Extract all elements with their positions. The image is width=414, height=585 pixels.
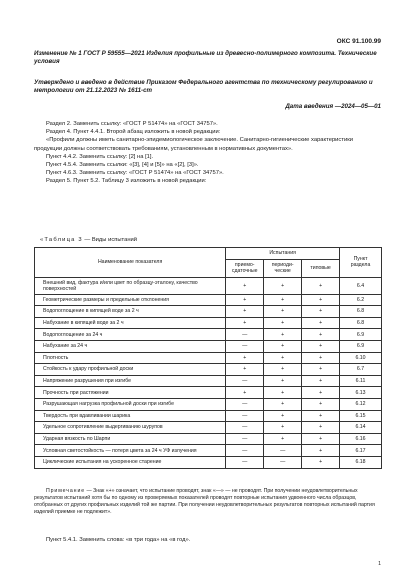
paragraph: Пункт 4.5.4. Заменить ссылки: «[3], [4] и [5]» на «[2], [3]». — [46, 162, 199, 169]
indicator-name: Условная светостойкость — потеря цвета за 24 ч УФ излучения — [35, 445, 226, 457]
clause-ref: 6.4 — [340, 277, 382, 294]
acceptance-mark: + — [226, 352, 264, 364]
note-label: Примечание — [46, 488, 86, 494]
acceptance-mark: — — [226, 445, 264, 457]
acceptance-mark: + — [226, 364, 264, 376]
periodic-mark: + — [264, 277, 302, 294]
indicator-name: Ударная вязкость по Шарпи — [35, 433, 226, 445]
clause-ref: 6.11 — [340, 375, 382, 387]
clause-ref: 6.13 — [340, 387, 382, 399]
indicator-name: Прочность при растяжении — [35, 387, 226, 399]
indicator-name: Набухание за 24 ч — [35, 340, 226, 352]
header-tests: Испытания — [226, 248, 340, 260]
periodic-mark: + — [264, 340, 302, 352]
clause-ref: 6.7 — [340, 364, 382, 376]
type-mark: + — [302, 375, 340, 387]
indicator-name: Стойкость к удару профильной доски — [35, 364, 226, 376]
type-mark: + — [302, 364, 340, 376]
document-title: Изменение № 1 ГОСТ Р 59555—2021 Изделия профильные из древесно-полимерного композита. Технические условия — [34, 50, 377, 66]
periodic-mark: — — [264, 456, 302, 468]
table-note — [34, 488, 382, 516]
clause-ref: 6.2 — [340, 294, 382, 306]
acceptance-mark: + — [226, 294, 264, 306]
indicator-name: Циклические испытания на ускоренное старение — [35, 456, 226, 468]
paragraph: Пункт 4.6.3. Заменить ссылку: «ГОСТ Р 51474» на «ГОСТ 34757». — [46, 170, 224, 177]
clause-ref: 6.14 — [340, 422, 382, 434]
acceptance-mark: + — [226, 277, 264, 294]
paragraph: Раздел 2. Заменить ссылку: «ГОСТ Р 51474» на «ГОСТ 34757». — [46, 121, 218, 127]
table-row — [35, 294, 382, 306]
table-row — [35, 456, 382, 468]
indicator-name: Геометрические размеры и предельные отклонения — [35, 294, 226, 306]
periodic-mark: + — [264, 433, 302, 445]
type-mark: + — [302, 306, 340, 318]
type-mark: + — [302, 398, 340, 410]
clause-ref: 6.9 — [340, 329, 382, 341]
table-row — [35, 445, 382, 457]
type-mark: + — [302, 422, 340, 434]
indicator-name: Удельное сопротивление выдергиванию шурупов — [35, 422, 226, 434]
indicator-name: Водопоглощение за 24 ч — [35, 329, 226, 341]
last-paragraph: Пункт 5.4.1. Заменить слова: «в три года» на «в год». — [46, 537, 191, 543]
paragraph: «Профили должны иметь санитарно-эпидемиологическое заключение. Санитарно-гигиенические характеристики продукции должны соответствовать требованиям, установленным в нормативных документах». — [34, 137, 353, 152]
clause-ref: 6.9 — [340, 340, 382, 352]
amendment-body — [34, 120, 382, 186]
type-mark: + — [302, 294, 340, 306]
periodic-mark: + — [264, 317, 302, 329]
periodic-mark: + — [264, 329, 302, 341]
table-caption-title: — Виды испытаний — [82, 237, 138, 243]
approval-statement: Утверждено и введено в действие Приказом Федерального агентства по техническому регулированию и метрологии от 21.12.2023 № 1611-ст — [34, 79, 373, 95]
type-mark: + — [302, 433, 340, 445]
periodic-mark: + — [264, 294, 302, 306]
type-mark: + — [302, 329, 340, 341]
indicator-name: Напряжение разрушения при изгибе — [35, 375, 226, 387]
clause-ref: 6.16 — [340, 433, 382, 445]
acceptance-mark: + — [226, 306, 264, 318]
header-acceptance: приемо-сдаточные — [226, 259, 264, 277]
header-periodic: периоди-ческие — [264, 259, 302, 277]
acceptance-mark: — — [226, 329, 264, 341]
table-caption-label: «Таблица 3 — [40, 237, 83, 243]
table-row — [35, 387, 382, 399]
clause-ref: 6.8 — [340, 317, 382, 329]
type-mark: + — [302, 387, 340, 399]
page-number: 1 — [378, 561, 381, 567]
table-caption — [40, 237, 137, 243]
effective-date: Дата введения —2024—05—01 — [285, 103, 381, 110]
acceptance-mark: — — [226, 433, 264, 445]
note-text: — Знак «+» означает, что испытание проводят, знак «—» — не проводят. При получении неудовлетворительных результатов испытаний хотя бы по одному из проверяемых показателей проводят повторные испытания удвоенного числа образцов, отобранных от других профильных изделий той же партии. При получении неудовлетворительных результатов повторных испытаний партия изделий приемке не подлежит». — [34, 488, 375, 515]
header-clause: Пункт раздела — [340, 248, 382, 278]
periodic-mark: + — [264, 422, 302, 434]
indicator-name: Водопоглощение в кипящей воде за 2 ч — [35, 306, 226, 318]
acceptance-mark: — — [226, 375, 264, 387]
type-mark: + — [302, 277, 340, 294]
acceptance-mark: — — [226, 340, 264, 352]
table-row — [35, 433, 382, 445]
periodic-mark: + — [264, 306, 302, 318]
type-mark: + — [302, 456, 340, 468]
type-mark: + — [302, 340, 340, 352]
periodic-mark: + — [264, 364, 302, 376]
indicator-name: Набухание в кипящей воде за 2 ч — [35, 317, 226, 329]
table-row — [35, 364, 382, 376]
table-row — [35, 352, 382, 364]
table-row — [35, 375, 382, 387]
type-mark: + — [302, 410, 340, 422]
indicator-name: Разрушающая нагрузка профильной доски при изгибе — [35, 398, 226, 410]
periodic-mark: + — [264, 352, 302, 364]
table-row — [35, 422, 382, 434]
clause-ref: 6.17 — [340, 445, 382, 457]
indicator-name: Внешний вид, фактура и/или цвет по образцу-эталону, качество поверхностей — [35, 277, 226, 294]
periodic-mark: + — [264, 387, 302, 399]
table-row — [35, 340, 382, 352]
type-mark: + — [302, 445, 340, 457]
periodic-mark: + — [264, 410, 302, 422]
periodic-mark: — — [264, 445, 302, 457]
type-mark: + — [302, 352, 340, 364]
table-row — [35, 398, 382, 410]
table-row — [35, 306, 382, 318]
acceptance-mark: — — [226, 410, 264, 422]
acceptance-mark: + — [226, 317, 264, 329]
clause-ref: 6.18 — [340, 456, 382, 468]
paragraph: Пункт 4.4.2. Заменить ссылку: [2] на [1]. — [46, 153, 154, 160]
type-mark: + — [302, 317, 340, 329]
header-type: типовые — [302, 259, 340, 277]
table-row — [35, 329, 382, 341]
paragraph: Раздел 4. Пункт 4.4.1. Второй абзац изложить в новой редакции: — [46, 129, 221, 136]
tests-table — [34, 247, 382, 469]
acceptance-mark: — — [226, 422, 264, 434]
table-row — [35, 317, 382, 329]
periodic-mark: + — [264, 398, 302, 410]
indicator-name: Твердость при вдавливании шарика — [35, 410, 226, 422]
indicator-name: Плотность — [35, 352, 226, 364]
periodic-mark: + — [264, 375, 302, 387]
paragraph: Раздел 5. Пункт 5.2. Таблицу 3 изложить в новой редакции: — [46, 178, 207, 185]
oks-code: ОКС 91.100.99 — [336, 38, 381, 45]
acceptance-mark: + — [226, 387, 264, 399]
acceptance-mark: — — [226, 456, 264, 468]
clause-ref: 6.10 — [340, 352, 382, 364]
clause-ref: 6.8 — [340, 306, 382, 318]
table-row — [35, 277, 382, 294]
header-indicator-name: Наименование показателя — [35, 248, 226, 278]
acceptance-mark: — — [226, 398, 264, 410]
clause-ref: 6.12 — [340, 398, 382, 410]
table-row — [35, 410, 382, 422]
clause-ref: 6.15 — [340, 410, 382, 422]
